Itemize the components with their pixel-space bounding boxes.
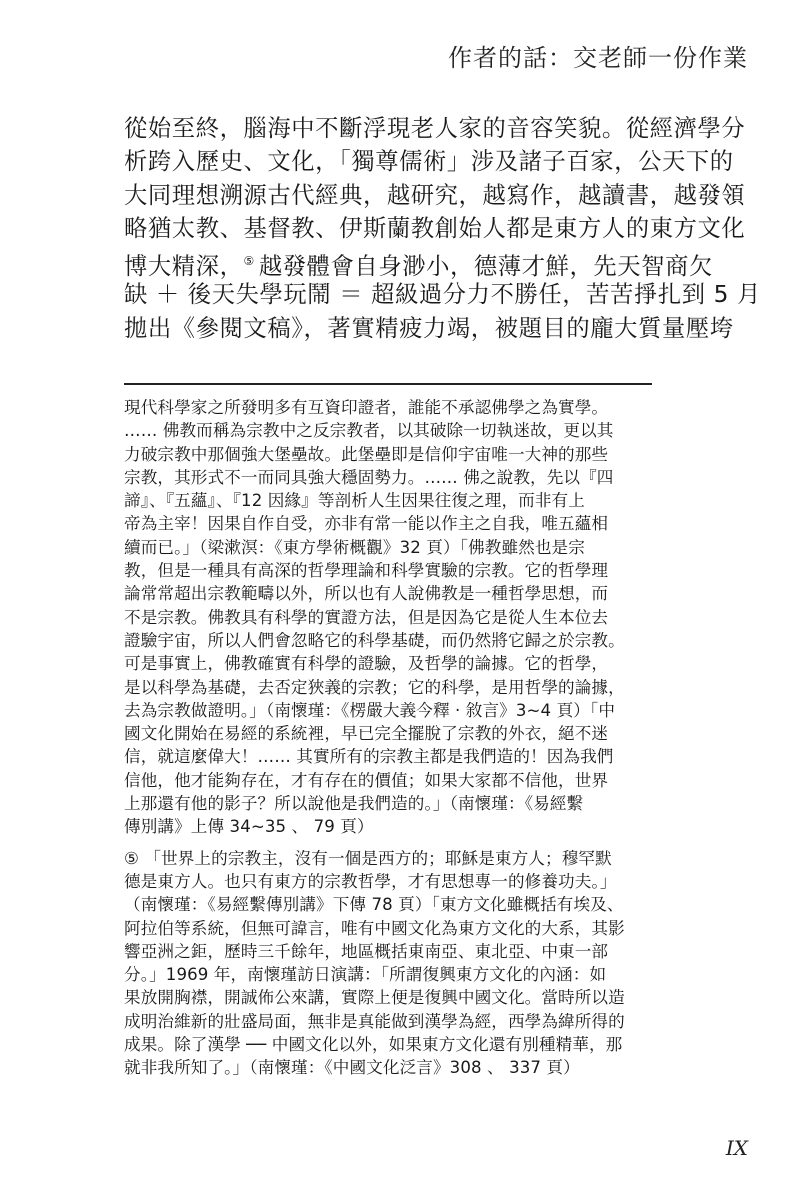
footnote-line: 阿拉伯等系統，但無可諱言，唯有中國文化為東方文化的大系，其影: [124, 918, 625, 938]
footnote-line: 續而已。」（梁漱溟：《東方學術概觀》32 頁）「佛教雖然也是宗: [124, 537, 585, 557]
body-line: 析跨入歷史、文化，「獨尊儒術」涉及諸子百家，公天下的: [124, 148, 734, 176]
footnote-line: 不是宗教。佛教具有科學的實證方法，但是因為它是從人生本位去: [124, 607, 609, 627]
footnote-line: 教，但是一種具有高深的哲學理論和科學實驗的宗教。它的哲學理: [124, 561, 609, 581]
footnote-line: 可是事實上，佛教確實有科學的證驗，及哲學的論據。它的哲學，: [124, 654, 609, 674]
footnote-line: 傳別講》上傳 34~35 、 79 頁）: [124, 817, 374, 837]
footnote-line: 德是東方人。也只有東方的宗教哲學，才有思想專一的修養功夫。」: [124, 871, 617, 891]
body-line: 大同理想溯源古代經典，越研究，越寫作，越讀書，越發領: [124, 181, 746, 209]
footnote-line: 論常常超出宗教範疇以外，所以也有人說佛教是一種哲學思想，而: [124, 584, 609, 604]
footnote-line: 帝為主宰！因果自作自受，亦非有常一能以作主之自我，唯五蘊相: [124, 514, 609, 534]
footnote-5: [124, 847, 714, 1080]
main-text: [124, 112, 761, 345]
footnote-line: 力破宗教中那個強大堡壘故。此堡壘即是信仰宇宙唯一大神的那些: [124, 444, 609, 464]
footnote-line: 證驗宇宙，所以人們會忽略它的科學基礎，而仍然將它歸之於宗教。: [124, 630, 625, 650]
body-line: 略猶太教、基督教、伊斯蘭教創始人都是東方人的東方文化: [124, 214, 746, 242]
footnotes: [124, 396, 714, 1080]
body-line: 從始至終，腦海中不斷浮現老人家的音容笑貌。從經濟學分: [124, 115, 746, 142]
footnote-reference[interactable]: ⑤: [243, 254, 255, 269]
footnote-line: 分。」1969 年，南懷瑾訪日演講：「所謂復興東方文化的內涵：如: [124, 965, 607, 985]
footnote-line: 是以科學為基礎，去否定狹義的宗教；它的科學，是用哲學的論據，: [124, 677, 625, 697]
footnote-line: 現代科學家之所發明多有互資印證者，誰能不承認佛學之為實學。: [124, 398, 609, 417]
footnote-line: 去為宗教做證明。」（南懷瑾：《楞嚴大義今釋 · 敘言》3~4 頁）「中: [124, 700, 616, 720]
footnote-line: 成明治維新的壯盛局面，無非是真能做到漢學為經，西學為緯所得的: [124, 1011, 625, 1031]
footnote-line: 成果。除了漢學 ── 中國文化以外，如果東方文化還有別種精華，那: [124, 1035, 623, 1055]
body-line-rest: 越發體會自身渺小，德薄才鮮，先天智商欠: [258, 253, 713, 281]
body-line-prefix: 博大精深，: [124, 253, 244, 281]
page-number: IX: [725, 1136, 748, 1160]
running-header: 作者的話：交老師一份作業: [448, 44, 748, 72]
footnote-continued: [124, 396, 714, 839]
footnote-line: 上那還有他的影子？所以說他是我們造的。」（南懷瑾：《易經繫: [124, 794, 584, 814]
footnote-line: 果放開胸襟，開誠佈公來講，實際上便是復興中國文化。當時所以造: [124, 988, 625, 1008]
footnote-line: 信，就這麼偉大！…… 其實所有的宗教主都是我們造的！因為我們: [124, 747, 614, 767]
footnote-line: 就非我所知了。」（南懷瑾：《中國文化泛言》308 、 337 頁）: [124, 1058, 580, 1078]
footnote-line: （南懷瑾：《易經繫傳別講》下傳 78 頁）「東方文化雖概括有埃及、: [124, 895, 624, 915]
footnote-line: …… 佛教而稱為宗教中之反宗教者，以其破除一切執迷故，更以其: [124, 421, 614, 441]
footnote-line: 響亞洲之鉅，歷時三千餘年，地區概括東南亞、東北亞、中東一部: [124, 941, 609, 961]
footnote-line: 宗教，其形式不一而同具強大穩固勢力。…… 佛之說教，先以『四: [124, 467, 614, 487]
footnote-line: 諦』、『五蘊』、『12 因緣』等剖析人生因果往復之理，而非有上: [124, 491, 585, 511]
footnote-line: 信他，他才能夠存在，才有存在的價值；如果大家都不信他，世界: [124, 770, 609, 790]
footnote-line: ⑤ 「世界上的宗教主，沒有一個是西方的；耶穌是東方人；穆罕默: [124, 848, 612, 868]
footnote-line: 國文化開始在易經的系統裡，早已完全擺脫了宗教的外衣，絕不迷: [124, 724, 609, 744]
body-line: 缺 ＋ 後天失學玩鬧 ＝ 超級過分力不勝任，苦苦掙扎到 5 月: [124, 281, 761, 309]
footnote-divider: [124, 383, 652, 385]
body-line-with-footnote: [124, 245, 713, 281]
body-line: 拋出《參閱文稿》，著實精疲力竭，被題目的龐大質量壓垮: [124, 314, 734, 342]
